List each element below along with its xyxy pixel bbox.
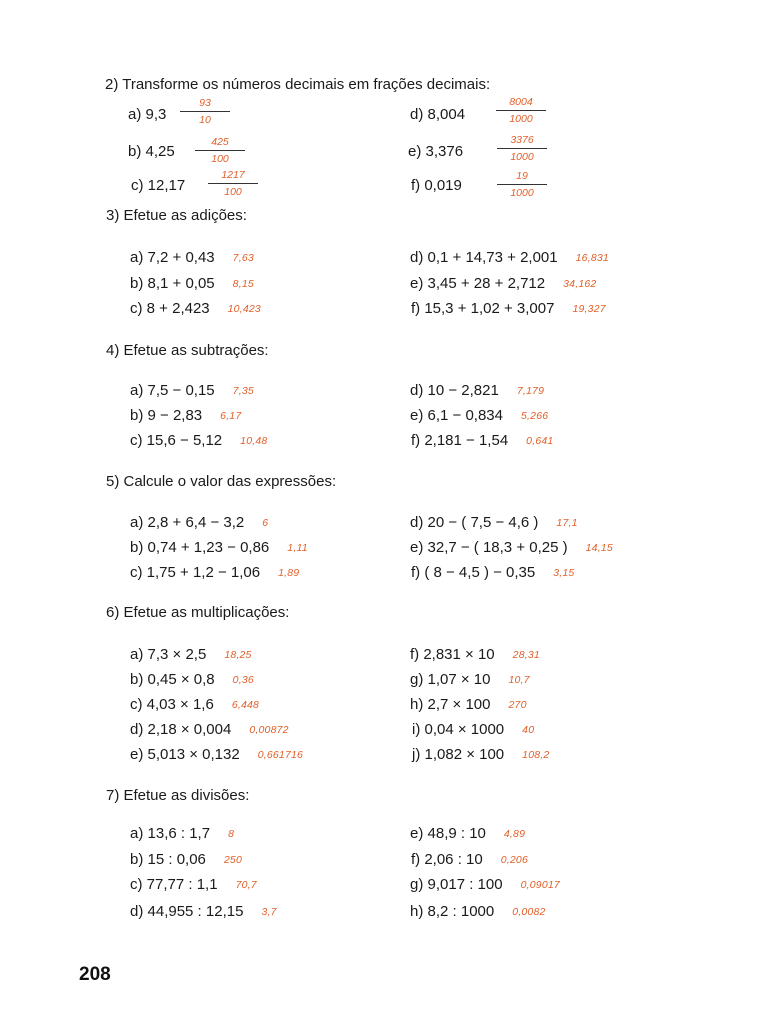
answer: 270	[508, 699, 527, 712]
fraction-denominator: 1000	[509, 113, 533, 125]
answer: 10,423	[227, 303, 261, 316]
exercise-expression: a) 7,3 × 2,5	[130, 646, 207, 663]
answer: 10,48	[240, 435, 268, 448]
exercise-7g	[410, 876, 560, 893]
exercise-expression: j) 1,082 × 100	[412, 746, 505, 763]
exercise-7f	[411, 851, 528, 868]
exercise-expression: f) 2,831 × 10	[410, 646, 495, 663]
answer: 250	[223, 854, 243, 867]
exercise-7a	[130, 825, 234, 842]
exercise-expression: c) 4,03 × 1,6	[130, 696, 214, 713]
exercise-6d	[130, 721, 289, 738]
exercise-6b	[130, 671, 254, 688]
exercise-2f: f) 0,019	[411, 177, 462, 194]
answer: 0,641	[526, 435, 554, 448]
exercise-3f	[411, 300, 606, 317]
fraction-2c	[210, 169, 256, 200]
answer: 14,15	[585, 542, 613, 555]
fraction-2e	[499, 134, 545, 165]
answer: 19,327	[572, 303, 606, 316]
fraction-denominator: 1000	[510, 187, 534, 199]
exercise-6e	[130, 746, 303, 763]
exercise-6a	[130, 646, 252, 663]
exercise-3b	[130, 275, 254, 292]
exercise-expression: c) 1,75 + 1,2 − 1,06	[130, 564, 261, 581]
answer: 10,7	[508, 674, 530, 687]
exercise-7c	[130, 876, 257, 893]
answer: 0,206	[500, 854, 528, 867]
exercise-4c	[130, 432, 267, 449]
answer: 6,448	[231, 699, 260, 712]
answer: 0,00872	[249, 724, 289, 737]
answer: 0,0082	[512, 906, 546, 919]
answer: 0,661716	[257, 749, 304, 762]
answer: 6	[262, 517, 269, 530]
answer: 16,831	[575, 252, 609, 265]
exercise-expression: f) 2,06 : 10	[411, 851, 483, 868]
exercise-expression: f) 2,181 − 1,54	[411, 432, 509, 449]
exercise-expression: d) 2,18 × 0,004	[130, 721, 232, 738]
exercise-5e	[410, 539, 613, 556]
exercise-expression: a) 7,2 + 0,43	[130, 249, 215, 266]
exercise-expression: b) 9 − 2,83	[130, 407, 203, 424]
exercise-2e: e) 3,376	[408, 143, 464, 160]
exercise-4f	[411, 432, 553, 449]
exercise-6h	[410, 696, 527, 713]
section-5-title: 5) Calcule o valor das expressões:	[106, 473, 337, 490]
exercise-7e	[410, 825, 525, 842]
answer: 0,36	[232, 674, 254, 687]
exercise-6g	[410, 671, 530, 688]
fraction-denominator: 1000	[510, 151, 534, 163]
fraction-numerator: 8004	[509, 96, 533, 108]
exercise-expression: d) 10 − 2,821	[410, 382, 499, 399]
exercise-expression: e) 48,9 : 10	[410, 825, 486, 842]
answer: 70,7	[235, 879, 257, 892]
section-7-title: 7) Efetue as divisões:	[106, 787, 250, 804]
answer: 4,89	[503, 828, 526, 841]
exercise-expression: d) 20 − ( 7,5 − 4,6 )	[410, 514, 539, 531]
answer: 28,31	[512, 649, 540, 662]
exercise-expression: f) ( 8 − 4,5 ) − 0,35	[411, 564, 536, 581]
exercise-expression: b) 0,74 + 1,23 − 0,86	[130, 539, 270, 556]
exercise-expression: g) 9,017 : 100	[410, 876, 503, 893]
exercise-5d	[410, 514, 578, 531]
answer: 5,266	[521, 410, 549, 423]
section-6-title: 6) Efetue as multiplicações:	[106, 604, 290, 621]
exercise-expression: d) 44,955 : 12,15	[130, 903, 244, 920]
answer: 1,89	[278, 567, 300, 580]
exercise-3c	[130, 300, 261, 317]
exercise-expression: c) 15,6 − 5,12	[130, 432, 223, 449]
fraction-2f	[499, 170, 545, 201]
exercise-expression: h) 2,7 × 100	[410, 696, 491, 713]
answer: 7,35	[232, 385, 254, 398]
exercise-expression: d) 0,1 + 14,73 + 2,001	[410, 249, 558, 266]
exercise-7d	[130, 903, 277, 920]
exercise-expression: e) 32,7 − ( 18,3 + 0,25 )	[410, 539, 568, 556]
exercise-expression: a) 7,5 − 0,15	[130, 382, 215, 399]
section-4-title: 4) Efetue as subtrações:	[106, 342, 269, 359]
fraction-denominator: 100	[224, 186, 242, 198]
exercise-2d: d) 8,004	[410, 106, 466, 123]
exercise-expression: a) 13,6 : 1,7	[130, 825, 211, 842]
answer: 8	[228, 828, 235, 841]
answer: 3,15	[553, 567, 575, 580]
exercise-3e	[410, 275, 596, 292]
fraction-2d	[498, 96, 544, 127]
exercise-expression: b) 0,45 × 0,8	[130, 671, 215, 688]
exercise-6f	[410, 646, 540, 663]
exercise-2c: c) 12,17	[131, 177, 186, 194]
answer: 34,162	[563, 278, 597, 291]
exercise-4d	[410, 382, 544, 399]
fraction-numerator: 19	[516, 170, 528, 182]
answer: 18,25	[224, 649, 252, 662]
exercise-expression: b) 8,1 + 0,05	[130, 275, 215, 292]
exercise-5a	[130, 514, 268, 531]
exercise-6i	[412, 721, 534, 738]
exercise-4a	[130, 382, 254, 399]
fraction-numerator: 425	[211, 136, 229, 148]
exercise-expression: c) 77,77 : 1,1	[130, 876, 218, 893]
fraction-2a	[182, 97, 228, 128]
exercise-4e	[410, 407, 548, 424]
exercise-expression: h) 8,2 : 1000	[410, 903, 495, 920]
exercise-2b: b) 4,25	[128, 143, 175, 160]
fraction-denominator: 100	[211, 153, 229, 165]
exercise-5f	[411, 564, 574, 581]
answer: 7,179	[516, 385, 545, 398]
exercise-7h	[410, 903, 546, 920]
exercise-4b	[130, 407, 241, 424]
exercise-2a: a) 9,3	[128, 106, 167, 123]
exercise-6j	[412, 746, 549, 763]
answer: 0,09017	[520, 879, 560, 892]
answer: 1,11	[287, 542, 308, 555]
fraction-numerator: 93	[199, 97, 211, 109]
answer: 7,63	[232, 252, 254, 265]
answer: 3,7	[261, 906, 277, 919]
section-2-title: 2) Transforme os números decimais em frações decimais:	[105, 76, 491, 93]
fraction-numerator: 1217	[221, 169, 245, 181]
exercise-6c	[130, 696, 259, 713]
fraction-numerator: 3376	[510, 134, 534, 146]
exercise-expression: e) 5,013 × 0,132	[130, 746, 240, 763]
exercise-expression: g) 1,07 × 10	[410, 671, 491, 688]
exercise-expression: i) 0,04 × 1000	[412, 721, 505, 738]
exercise-7b	[130, 851, 242, 868]
exercise-5b	[130, 539, 308, 556]
section-3-title: 3) Efetue as adições:	[106, 207, 247, 224]
answer: 17,1	[556, 517, 578, 530]
exercise-expression: f) 15,3 + 1,02 + 3,007	[411, 300, 555, 317]
answer: 6,17	[220, 410, 242, 423]
exercise-expression: a) 2,8 + 6,4 − 3,2	[130, 514, 245, 531]
answer: 40	[522, 724, 535, 737]
exercise-5c	[130, 564, 299, 581]
page-number: 208	[79, 964, 111, 985]
answer: 108,2	[522, 749, 550, 762]
exercise-expression: e) 3,45 + 28 + 2,712	[410, 275, 546, 292]
fraction-denominator: 10	[199, 114, 211, 126]
exercise-expression: e) 6,1 − 0,834	[410, 407, 503, 424]
exercise-3a	[130, 249, 254, 266]
exercise-expression: c) 8 + 2,423	[130, 300, 210, 317]
fraction-2b	[197, 136, 243, 167]
answer: 8,15	[232, 278, 254, 291]
exercise-expression: b) 15 : 0,06	[130, 851, 206, 868]
exercise-3d	[410, 249, 609, 266]
